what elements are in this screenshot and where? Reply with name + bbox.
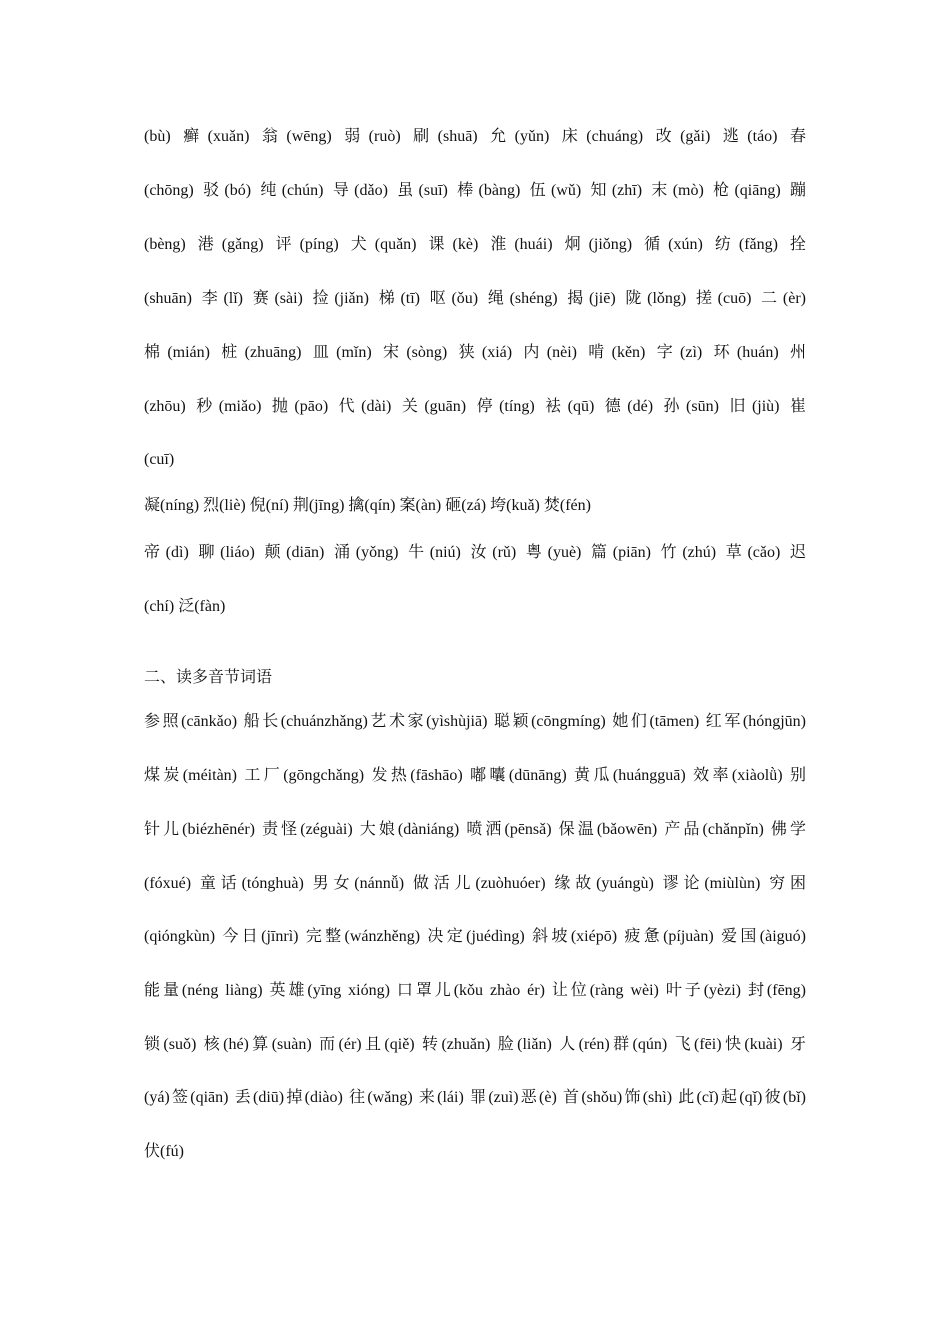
char-reading-line-7: (cuī) bbox=[144, 451, 175, 468]
section-heading: 二、读多音节词语 bbox=[144, 669, 273, 686]
word-reading-line-2: 煤炭(méitàn) 工厂(gōngchǎng) 发热(fāshāo) 嘟囔(dūnāng) 黄瓜(huángguā) 效率(xiàolǜ) 别 bbox=[144, 767, 806, 784]
char-reading-line-10: (chí) 泛(fàn) bbox=[144, 598, 226, 615]
word-reading-line-6: 能量(néng liàng) 英雄(yīng xióng) 口罩儿(kǒu zhào ér) 让位(ràng wèi) 叶子(yèzi) 封(fēng) bbox=[144, 982, 806, 999]
word-reading-line-4: (fóxué) 童话(tónghuà) 男女(nánnǚ) 做活儿(zuòhuóer) 缘故(yuángù) 谬论(miùlùn) 穷困 bbox=[144, 875, 806, 892]
char-reading-line-2: (chōng) 驳(bó) 纯(chún) 导(dǎo) 虽(suī) 棒(bàng) 伍(wǔ) 知(zhī) 末(mò) 枪(qiāng) 蹦 bbox=[144, 182, 806, 199]
word-reading-line-3: 针儿(biézhēnér) 责怪(zéguài) 大娘(dàniáng) 喷洒(pēnsǎ) 保温(bǎowēn) 产品(chǎnpǐn) 佛学 bbox=[144, 821, 806, 838]
word-reading-line-9: 伏(fú) bbox=[144, 1143, 184, 1160]
char-reading-line-1: (bù) 癣(xuǎn) 翁(wēng) 弱(ruò) 刷(shuā) 允(yǔn) 床(chuáng) 改(gǎi) 逃(táo) 春 bbox=[144, 128, 806, 145]
word-reading-line-1: 参照(cānkǎo) 船长(chuánzhǎng)艺术家(yìshùjiā) 聪颖(cōngmíng) 她们(tāmen) 红军(hóngjūn) bbox=[144, 713, 806, 730]
word-reading-line-7: 锁(suǒ) 核(hé)算(suàn) 而(ér)且(qiě) 转(zhuǎn) 脸(liǎn) 人(rén)群(qún) 飞(fēi)快(kuài) 牙 bbox=[144, 1036, 806, 1053]
char-reading-line-9: 帝(dì) 聊(liáo) 颠(diān) 涌(yǒng) 牛(niú) 汝(rǔ) 粤(yuè) 篇(piān) 竹(zhú) 草(cǎo) 迟 bbox=[144, 544, 806, 561]
char-reading-line-6: (zhōu) 秒(miǎo) 抛(pāo) 代(dài) 关(guān) 停(tíng) 袪(qū) 德(dé) 孙(sūn) 旧(jiù) 崔 bbox=[144, 398, 806, 415]
char-reading-line-4: (shuān) 李(lǐ) 赛(sài) 捡(jiǎn) 梯(tī) 呕(ǒu) 绳(shéng) 揭(jiē) 陇(lǒng) 搓(cuō) 二(èr) bbox=[144, 290, 806, 307]
char-reading-line-3: (bèng) 港(gǎng) 评(píng) 犬(quǎn) 课(kè) 淮(huái) 炯(jiǒng) 循(xún) 纺(fǎng) 拴 bbox=[144, 236, 806, 253]
char-reading-line-5: 棉(mián) 桩(zhuāng) 皿(mǐn) 宋(sòng) 狭(xiá) 内(nèi) 啃(kěn) 字(zì) 环(huán) 州 bbox=[144, 344, 806, 361]
char-reading-line-8: 凝(níng) 烈(liè) 倪(ní) 荆(jīng) 擒(qín) 案(àn) 砸(zá) 垮(kuǎ) 焚(fén) bbox=[144, 497, 591, 514]
word-reading-line-8: (yá)签(qiān) 丢(diū)掉(diào) 往(wǎng) 来(lái) 罪(zuì)恶(è) 首(shǒu)饰(shì) 此(cǐ)起(qǐ)彼(bǐ) bbox=[144, 1089, 806, 1106]
word-reading-line-5: (qióngkùn) 今日(jīnrì) 完整(wánzhěng) 决定(juédìng) 斜坡(xiépō) 疲惫(píjuàn) 爱国(àiguó) bbox=[144, 928, 806, 945]
